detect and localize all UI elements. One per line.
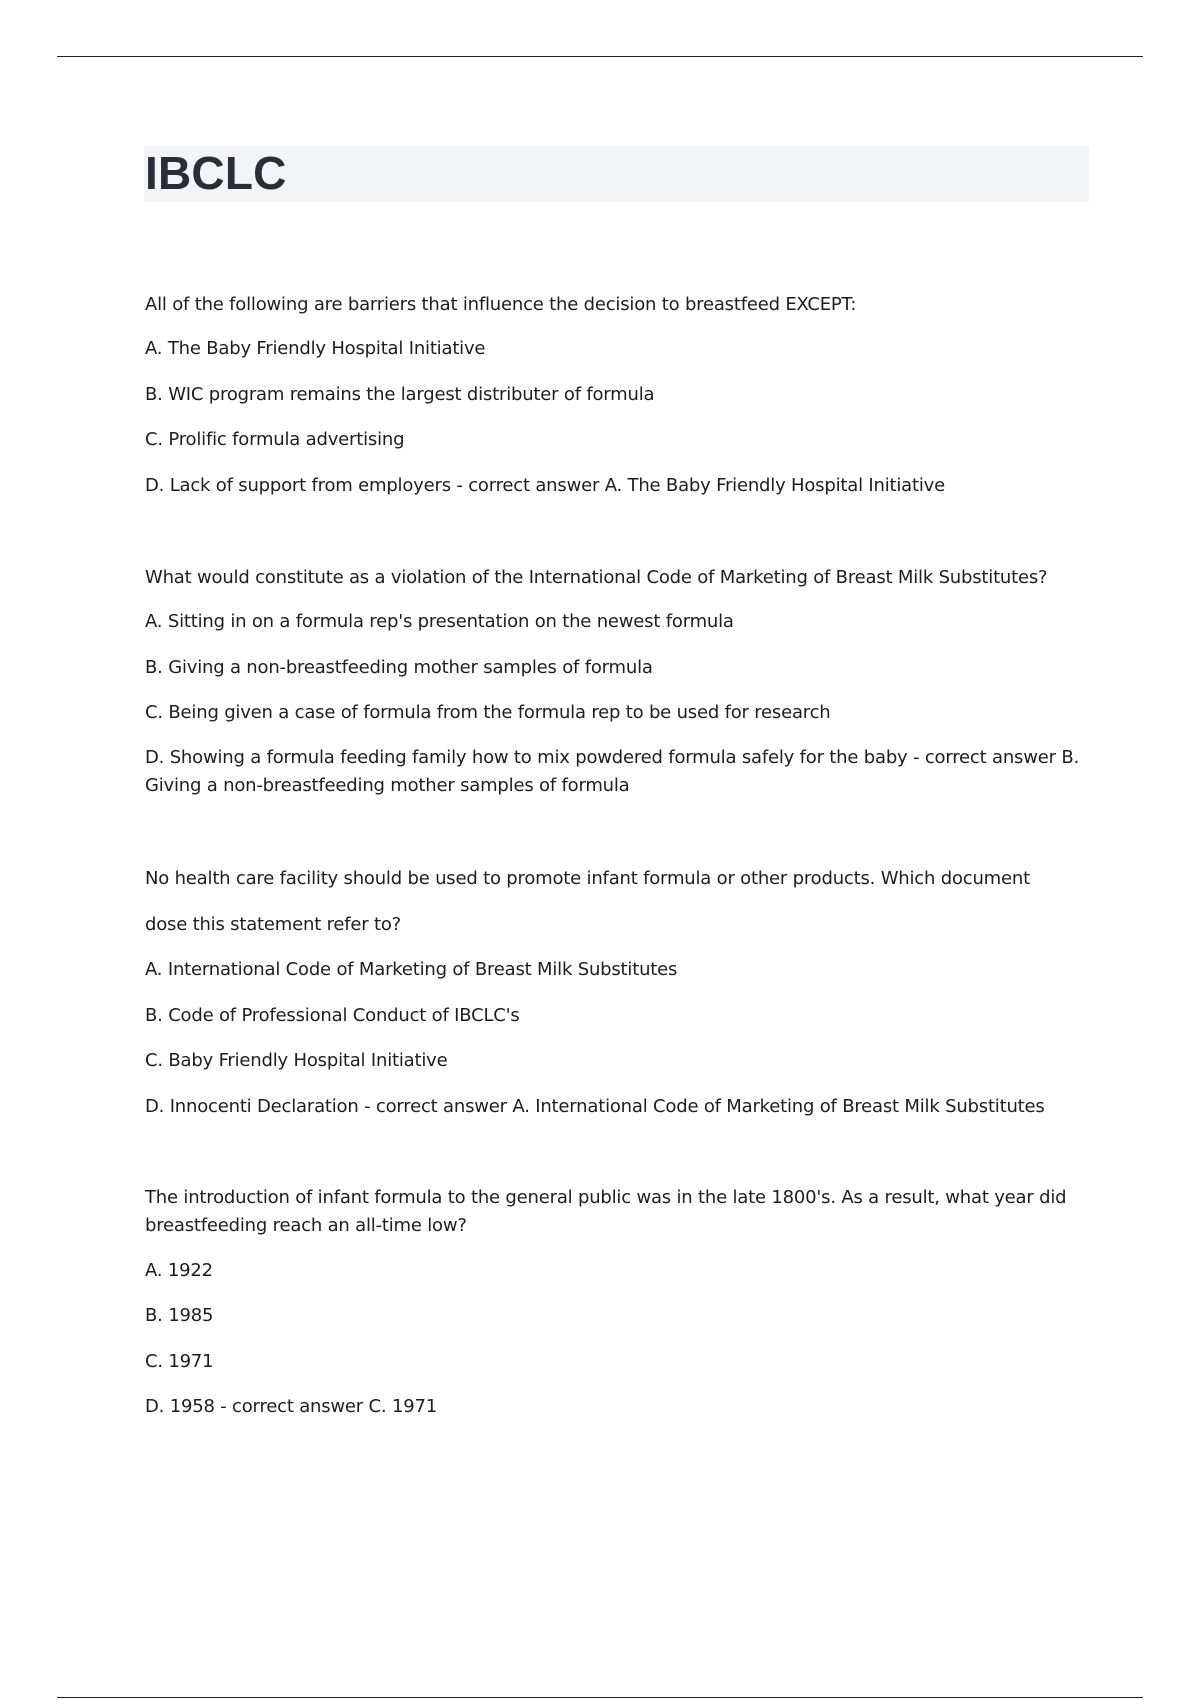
question-stem: No health care facility should be used to promote infant formula or other products. Which document <box>145 868 1030 889</box>
header-rule <box>57 56 1143 57</box>
answer-option: C. Being given a case of formula from the formula rep to be used for research <box>145 702 831 723</box>
answer-option: C. Prolific formula advertising <box>145 429 405 450</box>
question-stem-continued: dose this statement refer to? <box>145 914 402 935</box>
answer-option: B. Giving a non-breastfeeding mother samples of formula <box>145 657 653 678</box>
answer-option: A. Sitting in on a formula rep's presentation on the newest formula <box>145 611 734 632</box>
answer-option-with-answer: D. Lack of support from employers - correct answer A. The Baby Friendly Hospital Initiative <box>145 475 945 496</box>
answer-option: A. International Code of Marketing of Breast Milk Substitutes <box>145 959 678 980</box>
answer-option: C. Baby Friendly Hospital Initiative <box>145 1050 448 1071</box>
answer-option: B. Code of Professional Conduct of IBCLC's <box>145 1005 520 1026</box>
question-stem: What would constitute as a violation of the International Code of Marketing of Breast Milk Substitutes? <box>145 567 1048 588</box>
answer-option-with-answer: D. Showing a formula feeding family how to mix powdered formula safely for the baby - correct answer B. Giving a non-breastfeeding mother samples of formula <box>145 747 1079 796</box>
answer-option: A. The Baby Friendly Hospital Initiative <box>145 338 486 359</box>
answer-option-with-answer: D. Innocenti Declaration - correct answer A. International Code of Marketing of Breast Milk Substitutes <box>145 1096 1045 1117</box>
footer-rule <box>57 1697 1143 1698</box>
answer-option: B. WIC program remains the largest distributer of formula <box>145 384 655 405</box>
answer-option: C. 1971 <box>145 1351 214 1372</box>
answer-option: B. 1985 <box>145 1305 214 1326</box>
question-stem: All of the following are barriers that influence the decision to breastfeed EXCEPT: <box>145 294 857 315</box>
question-stem: The introduction of infant formula to the general public was in the late 1800's. As a result, what year did breastfeeding reach an all-time low? <box>145 1187 1067 1236</box>
answer-option: A. 1922 <box>145 1260 213 1281</box>
answer-option-with-answer: D. 1958 - correct answer C. 1971 <box>145 1396 437 1417</box>
document-title: IBCLC <box>145 147 287 199</box>
